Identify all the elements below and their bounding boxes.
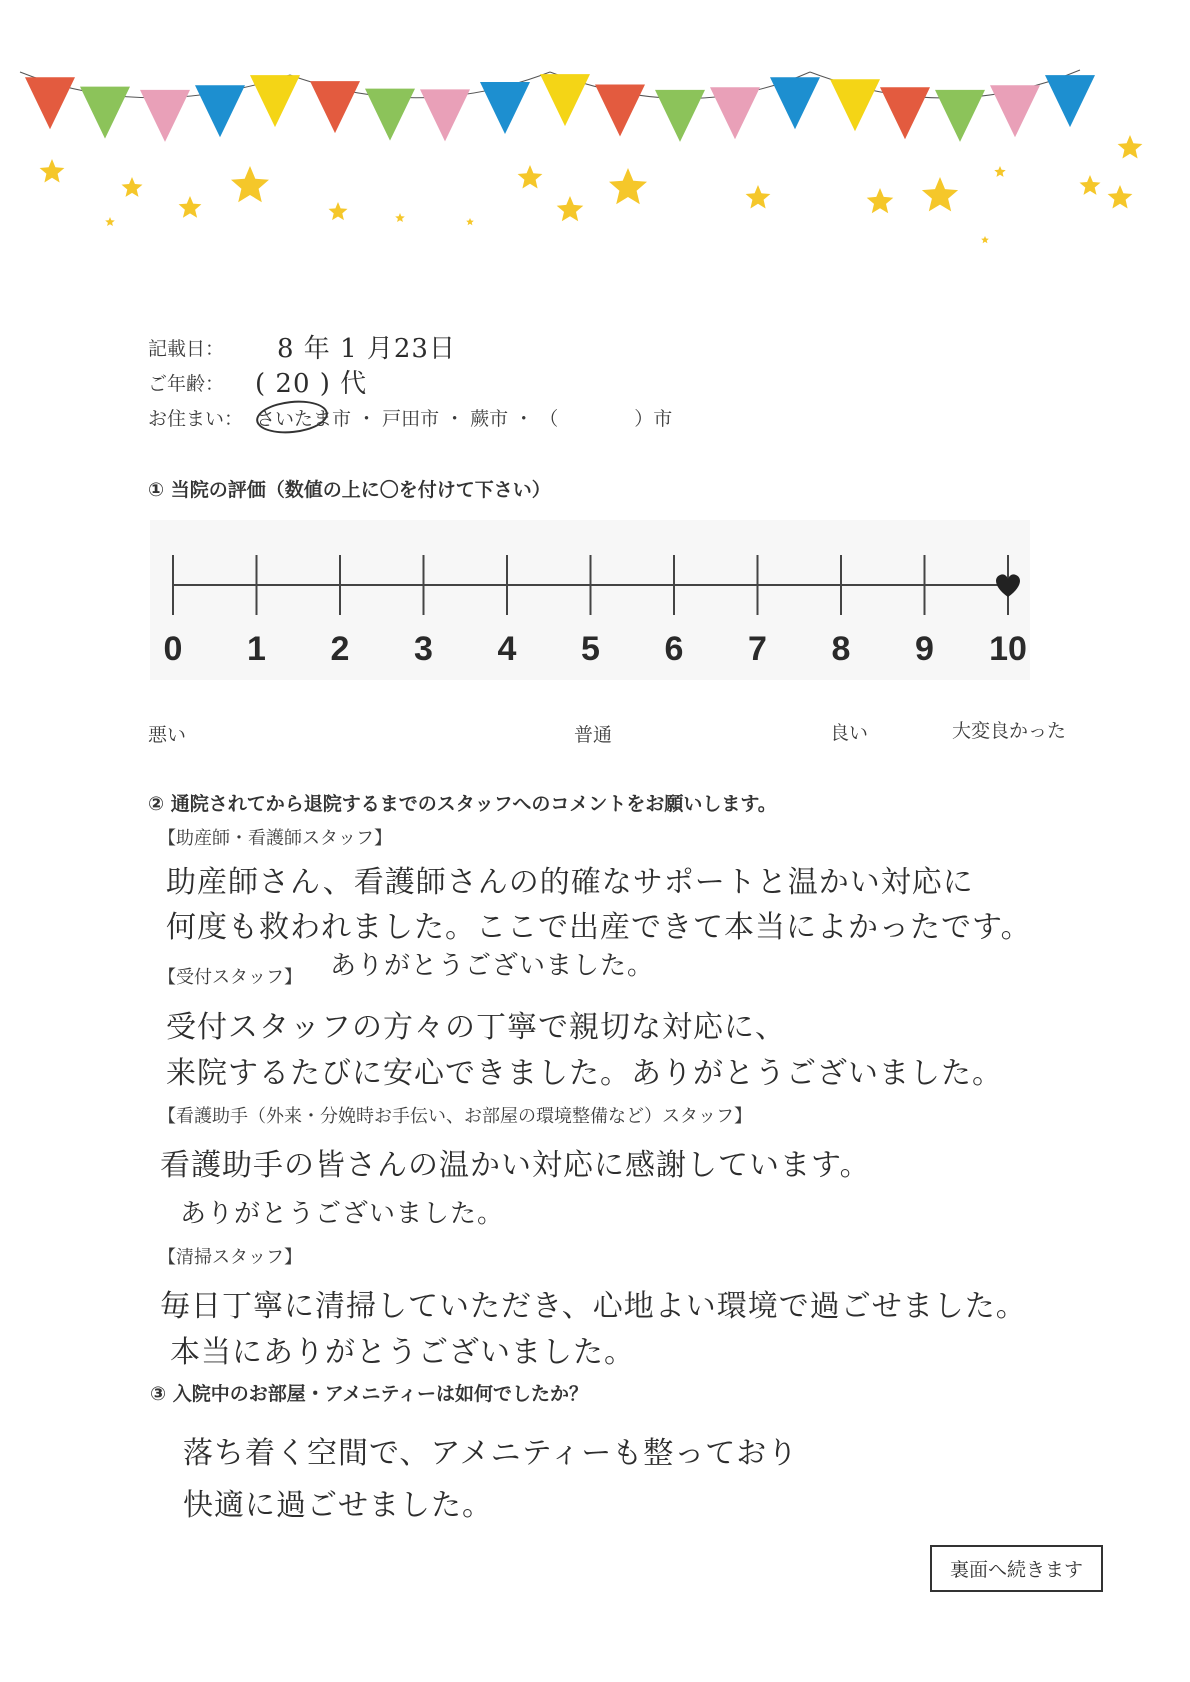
age-label: ご年齢：	[148, 373, 225, 395]
scale-number-8[interactable]: 8	[831, 630, 851, 668]
scale-number-5[interactable]: 5	[581, 630, 600, 668]
date-value: 8 年 1 月23日	[277, 334, 456, 364]
heading-nursing-assistant: 【看護助手（外来・分娩時お手伝い、お部屋の環境整備など）スタッフ】	[158, 1106, 752, 1127]
scale-number-3[interactable]: 3	[414, 630, 433, 668]
scale-label-good: 良い	[830, 722, 869, 744]
heading-reception: 【受付スタッフ】	[158, 967, 302, 988]
scale-number-10[interactable]: 10	[989, 630, 1027, 668]
scale-number-0[interactable]: 0	[163, 630, 183, 668]
scale-number-7[interactable]: 7	[748, 630, 767, 668]
continue-overleaf-box: 裏面へ続きます	[930, 1545, 1103, 1592]
heading-cleaning: 【清掃スタッフ】	[158, 1247, 302, 1268]
heading-midwife-nurse: 【助産師・看護師スタッフ】	[158, 828, 392, 849]
comment-reception-line2: 来院するたびに安心できました。ありがとうございました。	[166, 1056, 1003, 1091]
scale-label-very-good: 大変良かった	[952, 720, 1067, 742]
comment-room-line1: 落ち着く空間で、アメニティーも整っており	[183, 1436, 799, 1471]
comment-midwife-line2: 何度も救われました。ここで出産できて本当によかったです。	[166, 910, 1032, 945]
comment-midwife-line3: ありがとうございました。	[330, 951, 655, 981]
date-label: 記載日：	[148, 338, 225, 360]
scale-number-4[interactable]: 4	[497, 630, 517, 668]
scale-number-6[interactable]: 6	[664, 630, 684, 668]
rating-scale	[0, 0, 1190, 700]
comment-cleaning-line1: 毎日丁寧に清掃していただき、心地よい環境で過ごせました。	[160, 1289, 1027, 1324]
scale-label-bad: 悪い	[148, 724, 187, 746]
comment-cleaning-line2: 本当にありがとうございました。	[170, 1335, 635, 1370]
residence-options: さいたま市 ・ 戸田市 ・ 蕨市 ・ （ ）市	[256, 408, 673, 430]
residence-label: お住まい：	[148, 408, 244, 430]
section2-title: ② 通院されてから退院するまでのスタッフへのコメントをお願いします。	[148, 793, 777, 815]
comment-reception-line1: 受付スタッフの方々の丁寧で親切な対応に、	[166, 1010, 786, 1045]
comment-assistant-line1: 看護助手の皆さんの温かい対応に感謝しています。	[160, 1148, 871, 1183]
section3-title: ③ 入院中のお部屋・アメニティーは如何でしたか？	[150, 1383, 589, 1405]
scale-number-9[interactable]: 9	[915, 630, 934, 668]
comment-assistant-line2: ありがとうございました。	[180, 1199, 505, 1229]
comment-midwife-line1: 助産師さん、看護師さんの的確なサポートと温かい対応に	[166, 865, 974, 900]
scale-number-2[interactable]: 2	[330, 630, 350, 668]
scale-label-normal: 普通	[574, 724, 613, 746]
scale-number-1[interactable]: 1	[247, 630, 266, 668]
age-value: ( 20 ) 代	[255, 369, 368, 399]
comment-room-line2: 快適に過ごせました。	[183, 1488, 493, 1523]
section1-title: ① 当院の評価（数値の上に〇を付けて下さい）	[148, 479, 551, 501]
